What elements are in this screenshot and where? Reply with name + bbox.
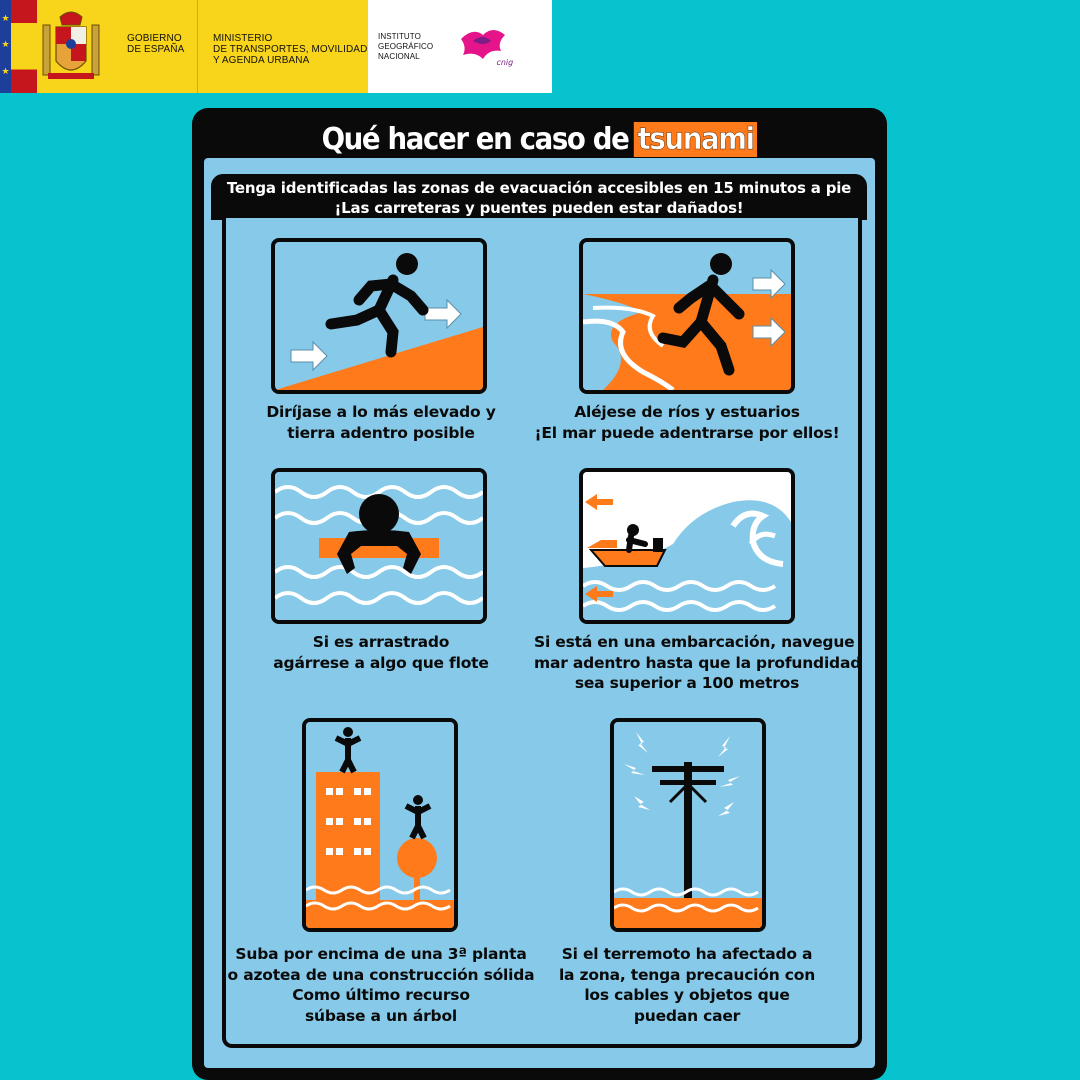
panel-6-caption: Si el terremoto ha afectado a la zona, tenga precaución con los cables y objetos que puedan caer xyxy=(558,945,816,1025)
institute-label: INSTITUTO GEOGRÁFICO NACIONAL xyxy=(378,31,434,61)
tsunami-poster xyxy=(192,108,887,1080)
running-uphill-icon xyxy=(271,238,487,394)
institute-block xyxy=(368,0,552,93)
panel-4-caption: Si está en una embarcación, navegue mar adentro hasta que la profundidad sea superior a 100 metros xyxy=(534,633,862,692)
title-highlight: tsunami xyxy=(634,122,757,157)
panels-area xyxy=(222,218,862,1048)
coat-of-arms-icon xyxy=(37,0,105,93)
government-label: GOBIERNO DE ESPAÑA xyxy=(127,33,185,55)
subtitle-box xyxy=(211,174,867,220)
panel-1-caption: Diríjase a lo más elevado y tierra adentro posible xyxy=(266,403,496,442)
panel-2-caption: Aléjese de ríos y estuarios ¡El mar puede adentrarse por ellos! xyxy=(534,403,840,442)
government-banner xyxy=(0,0,552,93)
subtitle-line-2: ¡Las carreteras y puentes pueden estar dañados! xyxy=(334,199,744,217)
building-tree-icon xyxy=(302,718,458,932)
poster-title: Qué hacer en caso de tsunami xyxy=(220,116,859,162)
boat-wave-icon xyxy=(579,468,795,624)
cnig-logo-icon: cnig xyxy=(453,25,517,69)
floating-person-icon xyxy=(271,468,487,624)
subtitle-line-1: Tenga identificadas las zonas de evacuación accesibles en 15 minutos a pie xyxy=(226,179,852,197)
poster-body xyxy=(204,158,875,1068)
panel-3-caption: Si es arrastrado agárrese a algo que flote xyxy=(273,633,489,672)
power-pole-icon xyxy=(610,718,766,932)
river-escape-icon xyxy=(579,238,795,394)
eu-spain-flag-icon: ★ ★ ★ xyxy=(0,0,37,93)
panel-5-caption: Suba por encima de una 3ª planta o azotea de una construcción sólida Como último recurso súbase a un árbol xyxy=(227,945,535,1025)
ministry-label: MINISTERIO DE TRANSPORTES, MOVILIDAD Y AGENDA URBANA xyxy=(213,33,368,66)
